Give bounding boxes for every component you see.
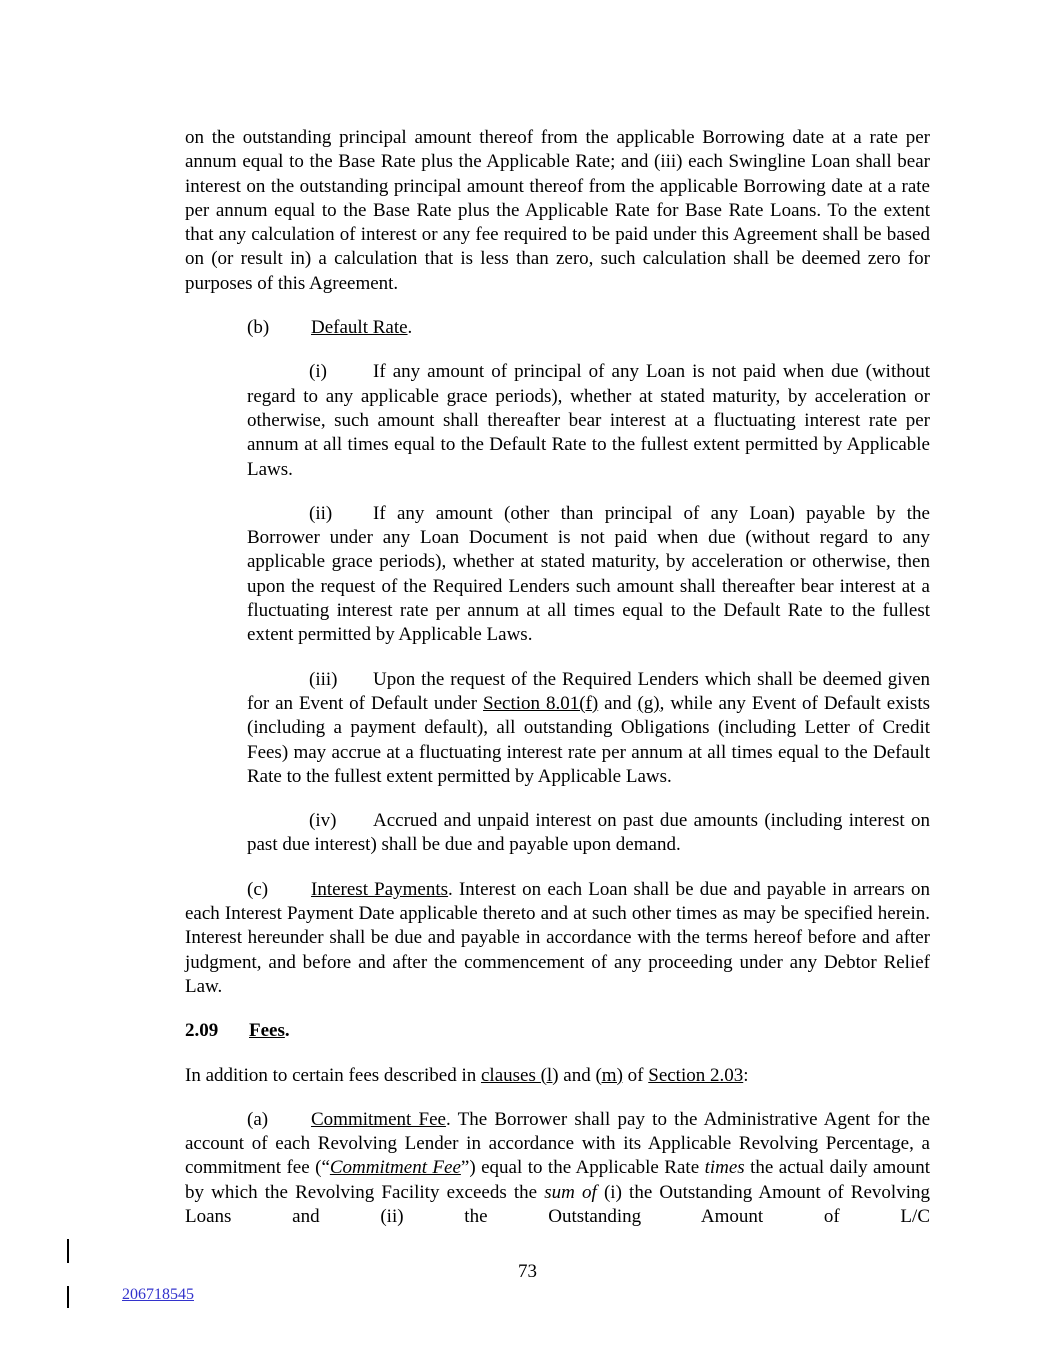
text-run: . bbox=[284, 1020, 290, 1042]
section-reference: Section 2.03 bbox=[648, 1064, 744, 1086]
clause-reference: clauses (l) bbox=[480, 1064, 559, 1086]
clause-number-iv: (iv) bbox=[309, 810, 337, 832]
change-bar bbox=[67, 1239, 69, 1263]
paragraph-b-iii bbox=[247, 668, 930, 789]
text-run: ”) equal to the Applicable Rate bbox=[460, 1157, 705, 1179]
clause-label-interest-payments: Interest Payments bbox=[311, 878, 449, 900]
clause-label-default-rate: Default Rate bbox=[311, 317, 408, 339]
paragraph-b-ii bbox=[247, 502, 930, 648]
paragraph-b-iv bbox=[247, 809, 930, 858]
clause-number-i: (i) bbox=[309, 361, 327, 383]
clause-number-c: (c) bbox=[247, 878, 269, 900]
text-run: and bbox=[558, 1064, 596, 1086]
section-reference: (g) bbox=[637, 692, 660, 714]
italic-run: times bbox=[704, 1157, 745, 1179]
text-run: . Interest on each Loan shall be due and payable in arrears on each Interest Payment Date applicable thereto and at such other times as may be specified herein. Interest hereunder shall be due and payable in accordance with the terms hereof before and after judgment, and before and after the commencement of any proceeding under any Debtor Relief Law. bbox=[185, 878, 931, 997]
text-run: (i) the Outstanding Amount of Revolving Loans and (ii) the Outstanding Amount of L/C bbox=[185, 1181, 930, 1227]
heading-clause-b bbox=[185, 316, 930, 340]
change-bar bbox=[67, 1286, 69, 1308]
section-reference: Section 8.01(f) bbox=[483, 692, 599, 714]
clause-label-commitment-fee: Commitment Fee bbox=[311, 1108, 446, 1130]
clause-number-iii: (iii) bbox=[309, 668, 338, 690]
text-run: the actual daily amount by which the Revolving Facility exceeds the bbox=[185, 1157, 930, 1203]
defined-term-commitment-fee: Commitment Fee bbox=[329, 1157, 461, 1179]
paragraph-a-commitment-fee bbox=[185, 1108, 930, 1229]
paragraph-fees-intro bbox=[185, 1064, 930, 1088]
clause-number-a: (a) bbox=[247, 1108, 269, 1130]
document-id-link[interactable]: 206718545 bbox=[122, 1286, 194, 1303]
text-run: . bbox=[407, 317, 413, 339]
text-run: of bbox=[622, 1064, 649, 1086]
section-number: 2.09 bbox=[185, 1020, 219, 1042]
document-content bbox=[185, 126, 930, 1229]
text-run: If any amount of principal of any Loan is not paid when due (without regard to any applicable grace periods), whether at stated maturity, by acceleration or otherwise, such amount shall thereafter bear interest at a fluctuating interest rate per annum at all times equal to the Default Rate to the fullest extent permitted by Applicable Laws. bbox=[247, 361, 930, 480]
text-run: : bbox=[743, 1064, 749, 1086]
paragraph-b-i bbox=[247, 360, 930, 481]
paragraph-c-interest-payments bbox=[185, 878, 930, 999]
italic-run: sum of bbox=[544, 1181, 597, 1203]
clause-number-b: (b) bbox=[247, 317, 270, 339]
section-label-fees: Fees bbox=[249, 1020, 285, 1042]
text-run: . The Borrower shall pay to the Administrative Agent for the account of each Revolving Lender in accordance with its Applicable Revolving Percentage, a commitment fee (“ bbox=[185, 1108, 931, 1179]
text-run: Upon the request of the Required Lenders which shall be deemed given for an Event of Default under bbox=[247, 668, 930, 714]
paragraph-interest-continuation: on the outstanding principal amount thereof from the applicable Borrowing date at a rate per annum equal to the Base Rate plus the Applicable Rate; and (iii) each Swingline Loan shall bear interest on the outstanding principal amount thereof from the applicable Borrowing date at a rate per annum equal to the Base Rate plus the Applicable Rate for Base Rate Loans. To the extent that any calculation of interest or any fee required to be paid under this Agreement shall be based on (or result in) a calculation that is less than zero, such calculation shall be deemed zero for purposes of this Agreement. bbox=[185, 127, 930, 294]
text-run: Accrued and unpaid interest on past due amounts (including interest on past due interest) shall be due and payable upon demand. bbox=[247, 810, 930, 856]
text-run: and bbox=[598, 692, 638, 714]
page-number: 73 bbox=[518, 1261, 537, 1282]
text-run: In addition to certain fees described in bbox=[185, 1064, 481, 1086]
clause-reference: (m) bbox=[595, 1064, 623, 1086]
clause-number-ii: (ii) bbox=[309, 502, 333, 524]
section-heading-2-09 bbox=[185, 1019, 930, 1043]
text-run: If any amount (other than principal of any Loan) payable by the Borrower under any Loan Document is not paid when due (without regard to any applicable grace periods), whether at stated maturity, by acceleration or otherwise, then upon the request of the Required Lenders such amount shall thereafter bear interest at a fluctuating interest rate per annum at all times equal to the Default Rate to the fullest extent permitted by Applicable Laws. bbox=[247, 502, 930, 646]
text-run: , while any Event of Default exists (including a payment default), all outstanding Obligations (including Letter of Credit Fees) may accrue at a fluctuating interest rate per annum at all times equal to the Default Rate to the fullest extent permitted by Applicable Laws. bbox=[247, 692, 930, 787]
